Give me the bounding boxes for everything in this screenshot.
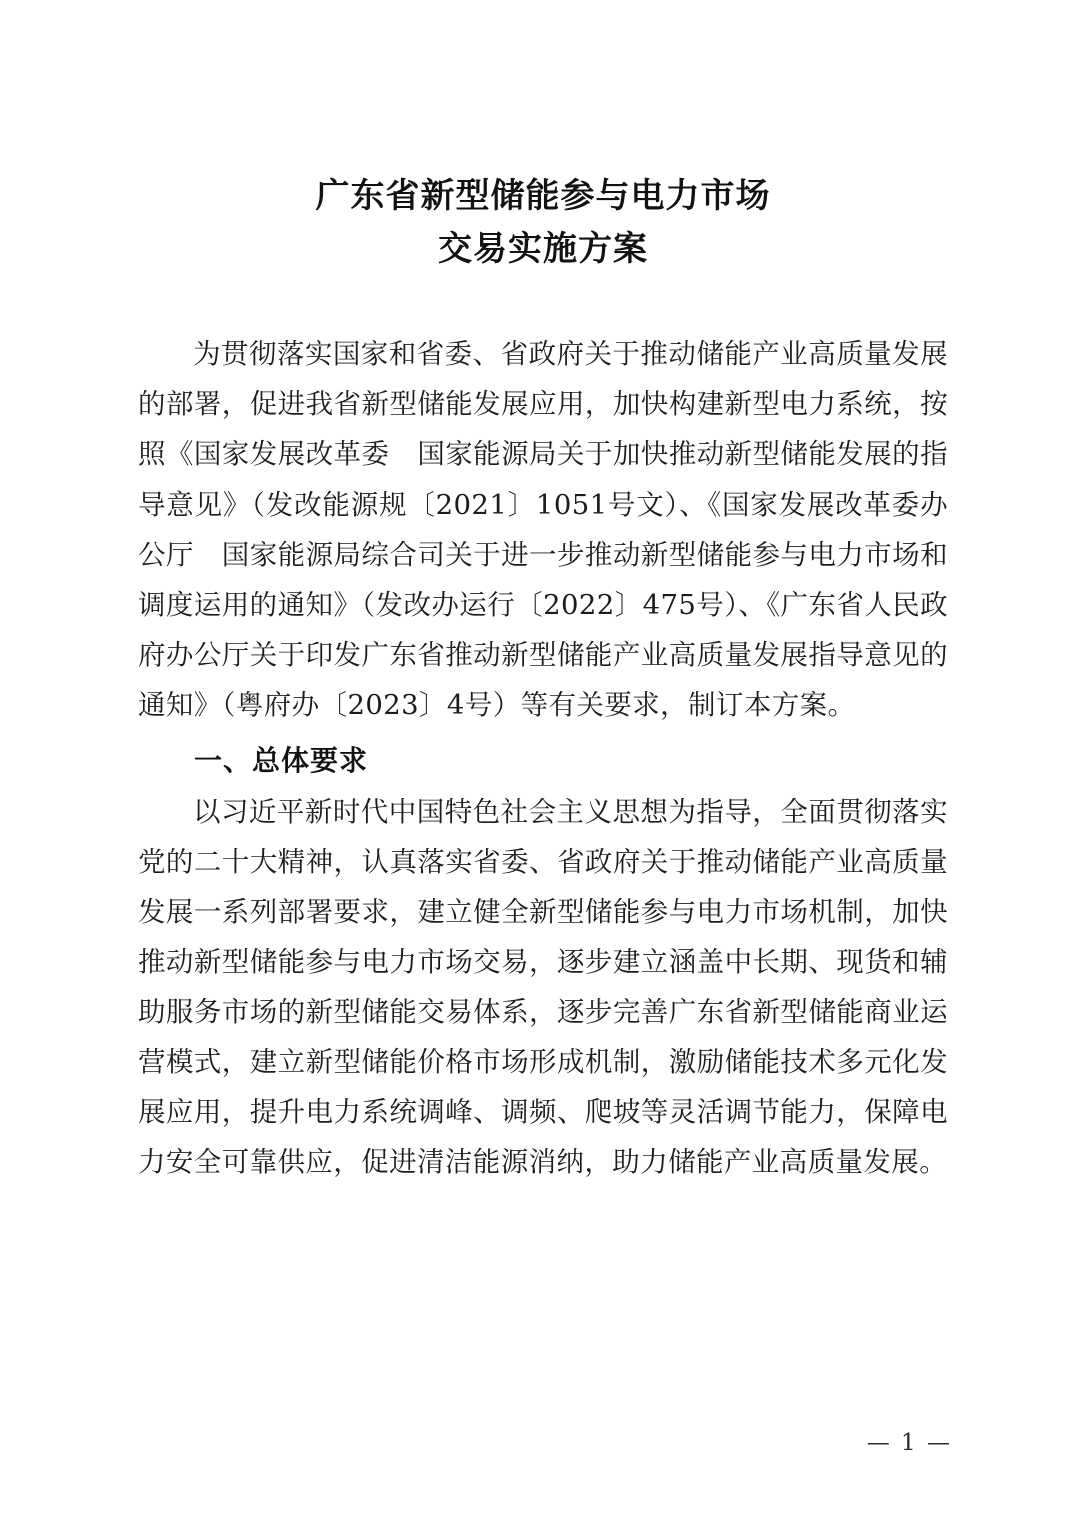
page-number: — 1 —: [866, 1430, 952, 1456]
intro-paragraph: 为贯彻落实国家和省委、省政府关于推动储能产业高质量发展的部署，促进我省新型储能发展应用，加快构建新型电力系统，按照《国家发展改革委 国家能源局关于加快推动新型储能发展的指导意见》（发改能源规〔2021〕1051号文）、《国家发展改革委办公厅 国家能源局综合司关于进一步推动新型储能参与电力市场和调度运用的通知》（发改办运行〔2022〕475号）、《广东省人民政府办公厅关于印发广东省推动新型储能产业高质量发展指导意见的通知》（粤府办〔2023〕4号）等有关要求，制订本方案。: [138, 338, 948, 721]
page-title-line-1: 广东省新型储能参与电力市场: [315, 176, 771, 216]
page-title: [138, 170, 948, 275]
section-paragraph-overall-requirements: 以习近平新时代中国特色社会主义思想为指导，全面贯彻落实党的二十大精神，认真落实省委、省政府关于推动储能产业高质量发展一系列部署要求，建立健全新型储能参与电力市场机制，加快推动新型储能参与电力市场交易，逐步建立涵盖中长期、现货和辅助服务市场的新型储能交易体系，逐步完善广东省新型储能商业运营模式，建立新型储能价格市场形成机制，激励储能技术多元化发展应用，提升电力系统调峰、调频、爬坡等灵活调节能力，保障电力安全可靠供应，促进清洁能源消纳，助力储能产业高质量发展。: [138, 795, 948, 1179]
page-title-line-2: 交易实施方案: [438, 228, 648, 269]
section-heading-overall-requirements: 一、总体要求: [194, 743, 369, 777]
document-body: [138, 170, 948, 1191]
